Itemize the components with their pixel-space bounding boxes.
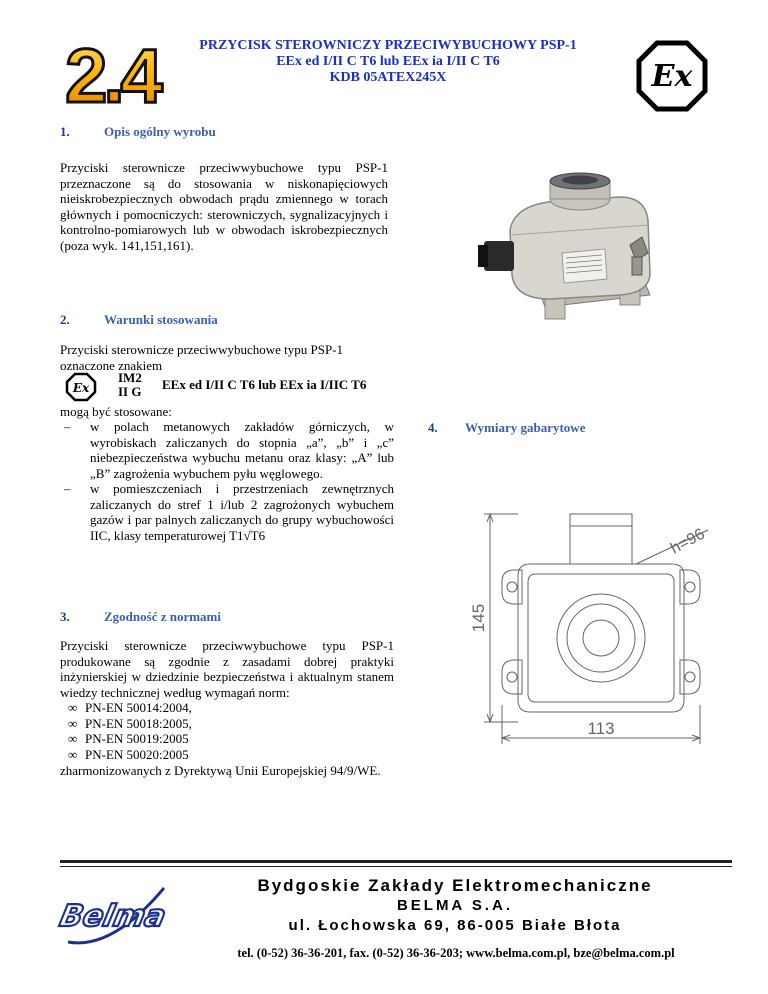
company-line-2: BELMA S.A. bbox=[396, 897, 514, 914]
section-2-title: Warunki stosowania bbox=[104, 312, 218, 327]
ex-logo-icon bbox=[636, 40, 708, 112]
list-item bbox=[60, 716, 394, 732]
company-address: ul. Łochowska 69, 86-005 Białe Błota bbox=[288, 917, 622, 934]
list-item bbox=[60, 747, 394, 763]
title-line-1: PRZYCISK STEROWNICZY PRZECIWYBUCHOWY PSP-1 bbox=[199, 38, 577, 53]
dim-h-label: h=96 bbox=[667, 525, 708, 558]
company-line-1: Bydgoskie Zakłady Elektromechaniczne bbox=[257, 876, 653, 895]
footer-rule bbox=[60, 860, 732, 863]
norm-item: PN-EN 50018:2005, bbox=[85, 715, 192, 731]
section-badge-text: 2.4 bbox=[65, 34, 159, 119]
ex-mark-small-text: Ex bbox=[72, 381, 90, 395]
title-line-3: KDB 05ATEX245X bbox=[329, 70, 447, 85]
mark-groups bbox=[118, 371, 142, 399]
ex-mark-small-icon bbox=[66, 373, 96, 401]
section-3-title: Zgodność z normami bbox=[104, 609, 221, 624]
bullet-infinity: ∞ bbox=[68, 715, 78, 731]
section-4-title: Wymiary gabarytowe bbox=[465, 420, 586, 435]
footer-rule-thin bbox=[60, 866, 732, 867]
bullet-text: w polach metanowych zakładów górniczych, w wyrobiskach zaliczanych do stopnia „a”, „b” i „c” niebezpieczeństwa wybuchu metanu oraz klasy: „A” lub „B” zagrożenia wybuchem pyłu węglowego. bbox=[90, 419, 394, 481]
list-item bbox=[60, 731, 394, 747]
bullet-infinity: ∞ bbox=[68, 731, 78, 746]
section-1-title: Opis ogólny wyrobu bbox=[104, 124, 216, 139]
bullet-dash: – bbox=[64, 419, 71, 434]
dim-width-label: 113 bbox=[587, 719, 615, 738]
section-3-number: 3. bbox=[60, 609, 70, 624]
dimension-drawing bbox=[469, 500, 733, 750]
mark-group-iig: II G bbox=[118, 384, 142, 399]
document-title bbox=[168, 38, 608, 86]
bullet-infinity: ∞ bbox=[68, 746, 78, 762]
section-4-number: 4. bbox=[428, 420, 438, 435]
section-1-number: 1. bbox=[60, 124, 70, 139]
belma-logo bbox=[56, 880, 170, 950]
ex-logo-text: Ex bbox=[651, 59, 693, 94]
section-2-number: 2. bbox=[60, 312, 70, 327]
list-item bbox=[60, 481, 394, 543]
section-2-intro: Przyciski sterownicze przeciwwybuchowe typu PSP-1 oznaczone znakiem bbox=[60, 342, 344, 373]
section-2-after: mogą być stosowane: bbox=[60, 404, 172, 419]
section-1-text: Przyciski sterownicze przeciwwybuchowe typu PSP-1 przeznaczone są do stosowania w niskonapięciowych nieiskrobezpiecznych obwodach prądu zmiennego w torach głównych i pomocniczych: sterowniczych, sygnalizacyjnych i kontrolno-pomiarowych lub w obwodach iskrobezpiecznych (poza wyk. 141,151,161). bbox=[60, 160, 388, 253]
company-contact: tel. (0-52) 36-36-201, fax. (0-52) 36-36-203; www.belma.com.pl, bze@belma.com.pl bbox=[237, 946, 675, 960]
norm-item: PN-EN 50020:2005 bbox=[85, 746, 189, 762]
norm-item: PN-EN 50014:2004, bbox=[85, 700, 192, 715]
section-3-intro: Przyciski sterownicze przeciwwybuchowe typu PSP-1 produkowane są zgodnie z zasadami dobrej praktyki inżynierskiej w dziedzinie bezpieczeństwa i aktualnym stanem wiedzy technicznej według wymagań norm: bbox=[60, 638, 394, 700]
mark-group-im2: IM2 bbox=[118, 370, 142, 385]
list-item bbox=[60, 700, 394, 716]
section-2-bullets bbox=[60, 419, 394, 543]
product-photo bbox=[470, 175, 675, 325]
section-badge bbox=[60, 34, 164, 119]
norm-item: PN-EN 50019:2005 bbox=[85, 731, 189, 746]
section-3-closing: zharmonizowanych z Dyrektywą Unii Europejskiej 94/9/WE. bbox=[60, 763, 381, 778]
norms-list bbox=[60, 700, 394, 762]
list-item bbox=[60, 419, 394, 481]
bullet-text: w pomieszczeniach i przestrzeniach zewnętrznych zaliczanych do stref 1 i/lub 2 zagrożonych wybuchem gazów i par palnych zaliczanych do grupy wybuchowości IIC, klasy temperaturowej T1√T6 bbox=[90, 481, 394, 543]
dim-height-label: 145 bbox=[469, 603, 488, 633]
bullet-infinity: ∞ bbox=[68, 700, 78, 715]
mark-text: EEx ed I/II C T6 lub EEx ia I/IIC T6 bbox=[162, 377, 367, 392]
belma-logo-text: Belma bbox=[56, 899, 169, 934]
title-line-2: EEx ed I/II C T6 lub EEx ia I/II C T6 bbox=[276, 54, 500, 69]
bullet-dash: – bbox=[64, 481, 71, 496]
